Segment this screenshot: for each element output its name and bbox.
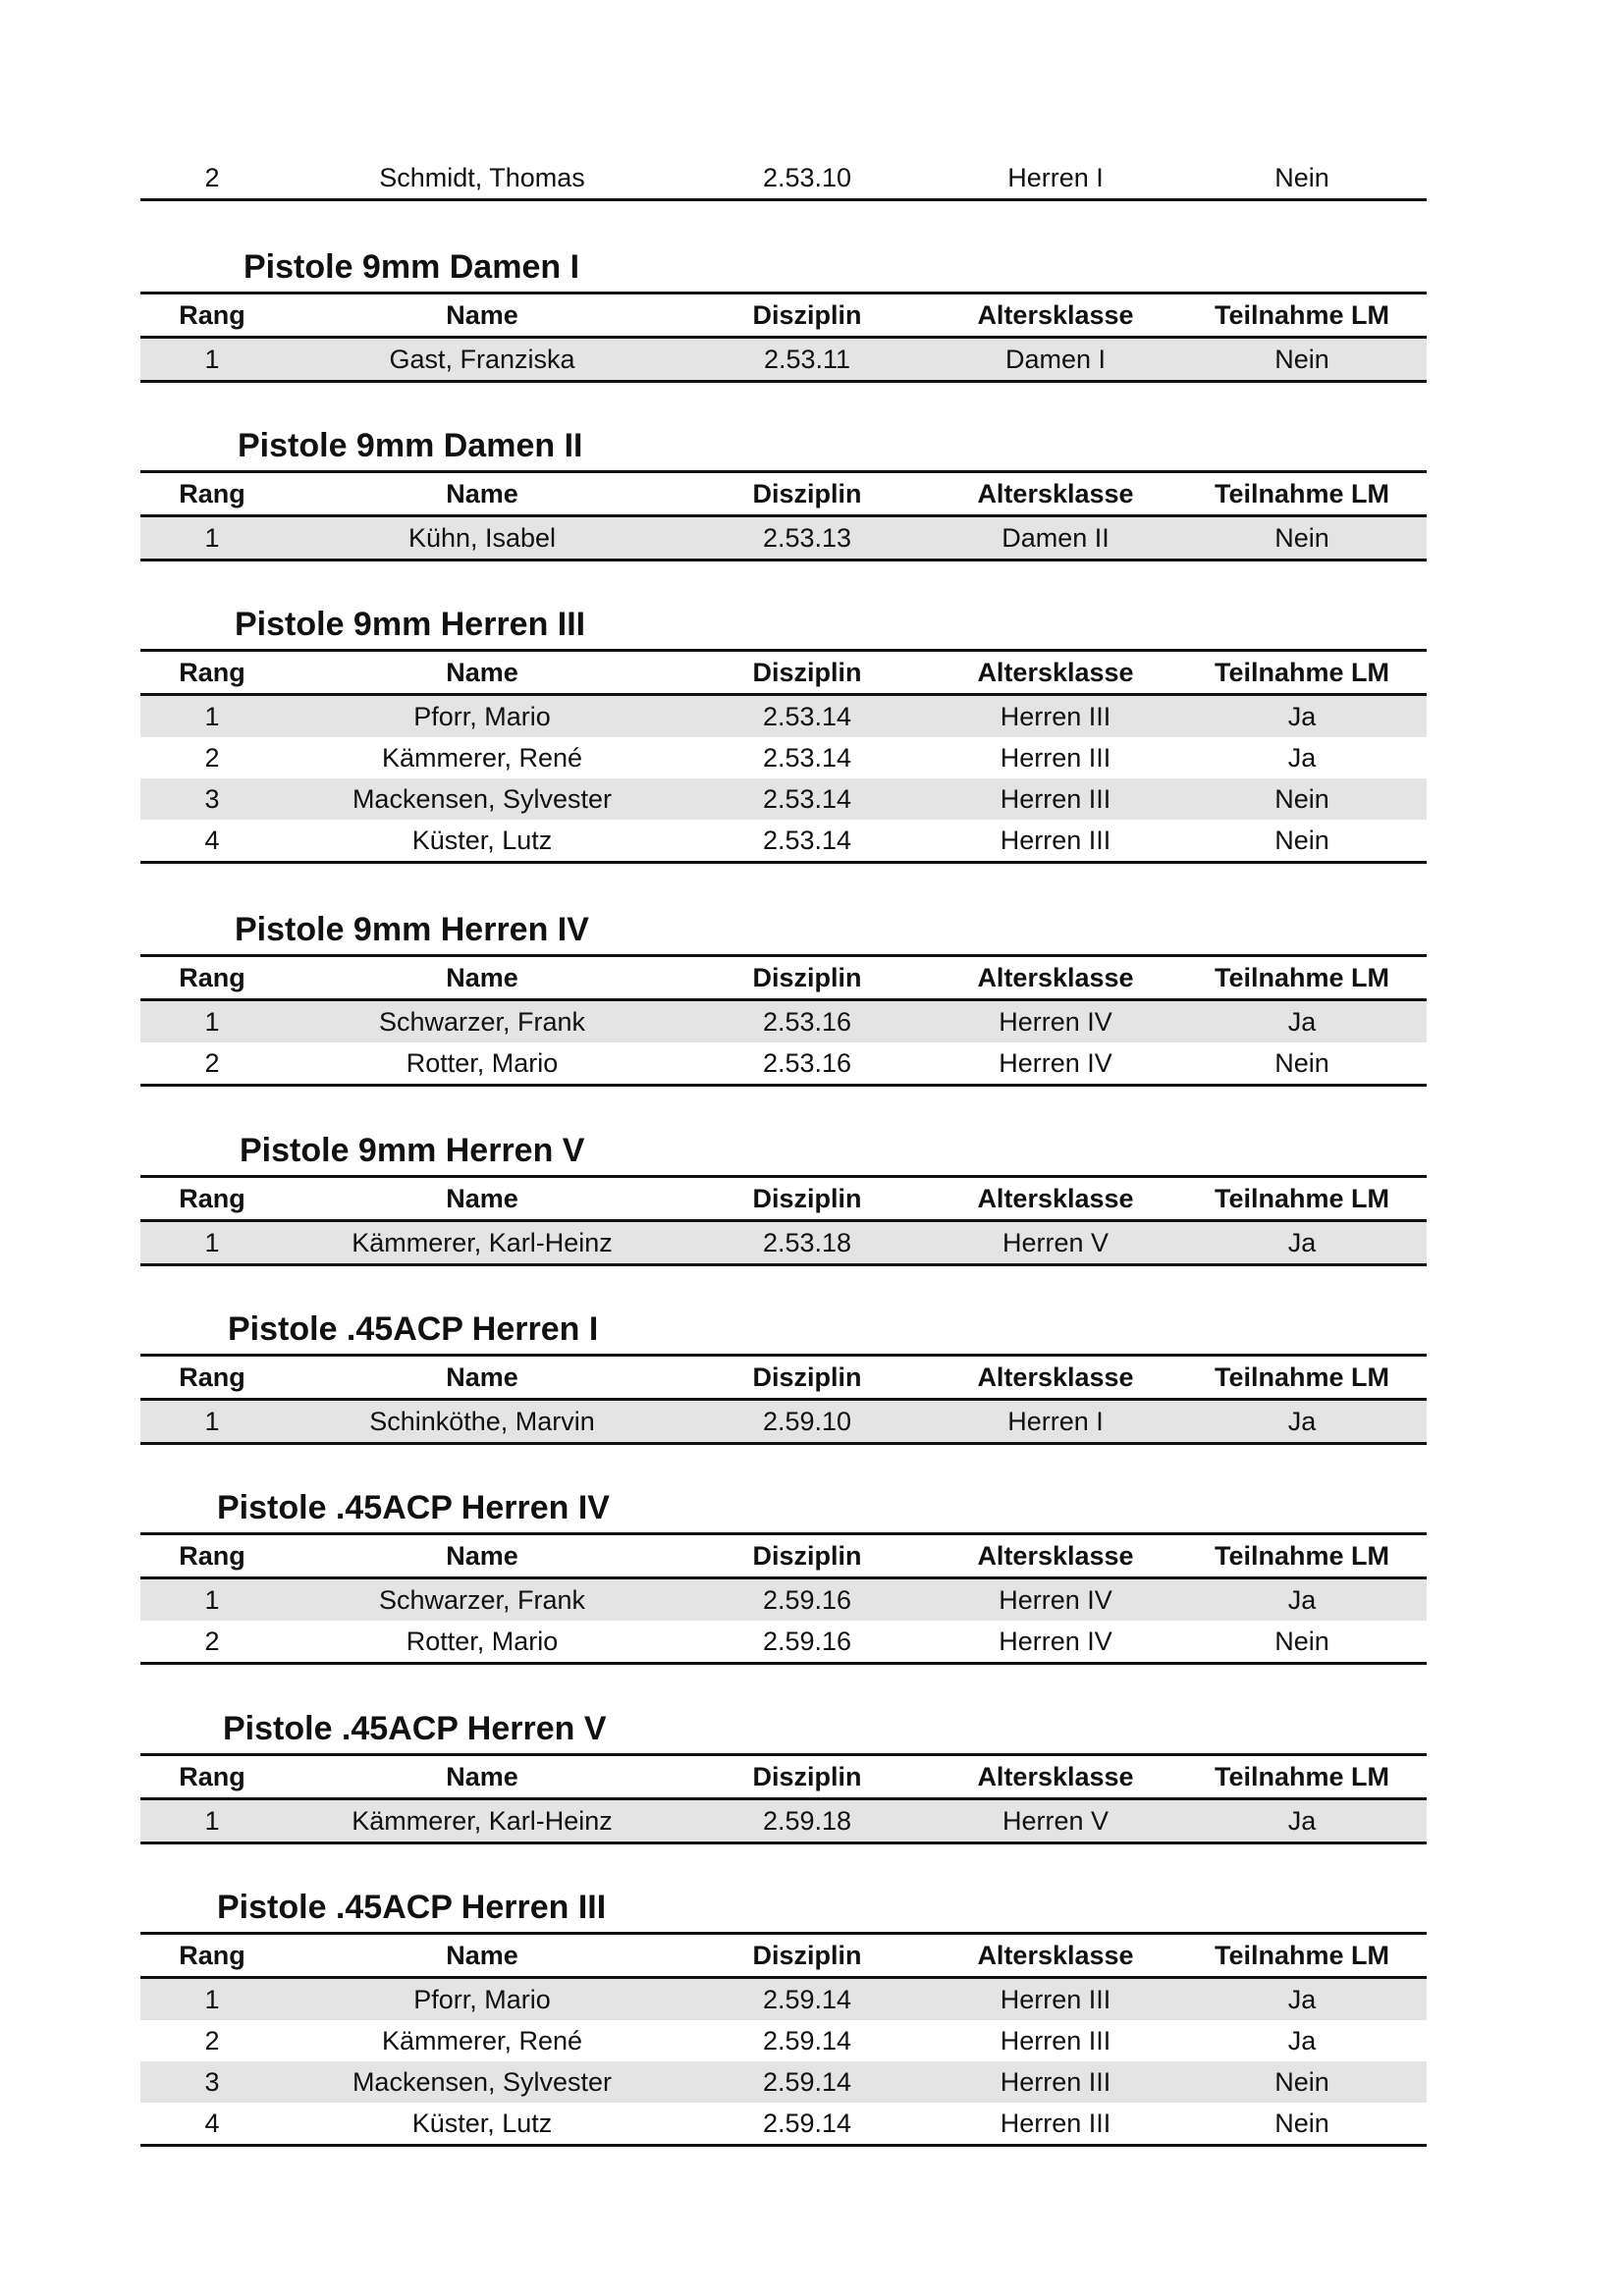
- table-row: [140, 820, 1427, 861]
- column-header-name: Name: [446, 1762, 518, 1791]
- table-row: [140, 696, 1427, 737]
- rang-cell: 1: [204, 1585, 220, 1615]
- rang-cell: 1: [204, 1007, 220, 1037]
- column-header-altersklasse: Altersklasse: [977, 1184, 1134, 1213]
- section-title: Pistole .45ACP Herren I: [228, 1310, 599, 1348]
- name-cell: Mackensen, Sylvester: [352, 784, 613, 814]
- column-header-altersklasse: Altersklasse: [977, 1941, 1134, 1970]
- rang-cell: 2: [204, 1627, 220, 1656]
- altersklasse-cell: Herren V: [1001, 1228, 1110, 1257]
- altersklasse-cell: Herren I: [1007, 1407, 1104, 1436]
- table-row: [140, 1401, 1427, 1442]
- teilnahme-cell: Nein: [1274, 523, 1329, 553]
- column-header-rang: Rang: [179, 479, 245, 508]
- altersklasse-cell: Herren IV: [999, 1585, 1112, 1615]
- teilnahme-cell: Ja: [1287, 1985, 1317, 2014]
- results-table: [140, 292, 1427, 383]
- teilnahme-cell: Nein: [1274, 345, 1329, 374]
- name-cell: Kämmerer, Karl-Heinz: [352, 1228, 613, 1257]
- altersklasse-cell: Damen II: [1001, 523, 1110, 553]
- results-table: [140, 470, 1427, 561]
- results-table: [140, 1175, 1427, 1266]
- column-header-disziplin: Disziplin: [752, 963, 862, 992]
- column-header-rang: Rang: [179, 1762, 245, 1791]
- column-header-name: Name: [446, 1362, 518, 1392]
- column-header-disziplin: Disziplin: [752, 300, 862, 330]
- disziplin-cell: 2.59.14: [762, 2109, 852, 2138]
- results-table: [140, 649, 1427, 864]
- table-body: [140, 696, 1427, 861]
- name-cell: Kämmerer, Karl-Heinz: [352, 1806, 613, 1836]
- altersklasse-cell: Herren III: [1000, 743, 1111, 773]
- column-header-teilnahme: Teilnahme LM: [1214, 658, 1390, 687]
- column-header-altersklasse: Altersklasse: [977, 479, 1134, 508]
- table-row: [140, 1621, 1427, 1662]
- column-header-disziplin: Disziplin: [752, 1762, 862, 1791]
- disziplin-cell: 2.53.18: [762, 1228, 852, 1257]
- teilnahme-cell: Ja: [1287, 743, 1317, 773]
- table-row: [140, 517, 1427, 559]
- column-header-name: Name: [446, 300, 518, 330]
- disziplin-cell: 2.53.16: [762, 1007, 852, 1037]
- disziplin-cell: 2.59.10: [762, 1407, 852, 1436]
- altersklasse-cell: Herren IV: [999, 1627, 1112, 1656]
- name-cell: Kämmerer, René: [381, 743, 583, 773]
- teilnahme-cell: Ja: [1287, 1585, 1317, 1615]
- column-header-name: Name: [446, 963, 518, 992]
- column-header-altersklasse: Altersklasse: [977, 300, 1134, 330]
- teilnahme-cell: Nein: [1274, 163, 1329, 192]
- teilnahme-cell: Nein: [1274, 2109, 1329, 2138]
- table-body: [140, 1401, 1427, 1442]
- table-row: [140, 1979, 1427, 2020]
- name-cell: Schwarzer, Frank: [378, 1007, 586, 1037]
- rang-cell: 1: [204, 702, 220, 731]
- table-body: [140, 1800, 1427, 1842]
- teilnahme-cell: Nein: [1274, 784, 1329, 814]
- table-row: [140, 2103, 1427, 2144]
- disziplin-cell: 2.59.16: [762, 1627, 852, 1656]
- name-cell: Kühn, Isabel: [407, 523, 557, 553]
- section-title: Pistole .45ACP Herren III: [217, 1889, 607, 1926]
- section-title: Pistole 9mm Herren III: [235, 606, 586, 643]
- name-cell: Gast, Franziska: [389, 345, 575, 374]
- disziplin-cell: 2.53.10: [762, 163, 852, 192]
- section-title: Pistole 9mm Herren IV: [235, 911, 589, 948]
- teilnahme-cell: Nein: [1274, 1048, 1329, 1078]
- table-body: [140, 1222, 1427, 1263]
- table-header-row: [140, 1535, 1427, 1579]
- disziplin-cell: 2.53.14: [762, 702, 852, 731]
- rang-cell: 1: [204, 1228, 220, 1257]
- section-title: Pistole 9mm Damen II: [238, 427, 583, 464]
- rang-cell: 4: [204, 2109, 220, 2138]
- column-header-rang: Rang: [179, 1362, 245, 1392]
- table-row: [140, 1042, 1427, 1084]
- rang-cell: 4: [204, 826, 220, 855]
- disziplin-cell: 2.59.14: [762, 1985, 852, 2014]
- altersklasse-cell: Herren III: [1000, 702, 1111, 731]
- teilnahme-cell: Ja: [1287, 1007, 1317, 1037]
- column-header-rang: Rang: [179, 300, 245, 330]
- rang-cell: 2: [204, 743, 220, 773]
- table-header-row: [140, 1357, 1427, 1401]
- table-header-row: [140, 652, 1427, 696]
- table-header-row: [140, 1756, 1427, 1800]
- name-cell: Pforr, Mario: [413, 702, 551, 731]
- table-row: [140, 1579, 1427, 1621]
- rang-cell: 3: [204, 2067, 220, 2097]
- column-header-disziplin: Disziplin: [752, 1941, 862, 1970]
- column-header-name: Name: [446, 1541, 518, 1571]
- column-header-disziplin: Disziplin: [752, 658, 862, 687]
- name-cell: Pforr, Mario: [413, 1985, 551, 2014]
- rang-cell: 1: [204, 345, 220, 374]
- name-cell: Mackensen, Sylvester: [352, 2067, 613, 2097]
- table-body: [140, 339, 1427, 380]
- disziplin-cell: 2.53.14: [762, 826, 852, 855]
- rang-cell: 1: [204, 1806, 220, 1836]
- column-header-teilnahme: Teilnahme LM: [1214, 479, 1390, 508]
- altersklasse-cell: Herren III: [1000, 2026, 1111, 2056]
- results-table: [140, 1932, 1427, 2147]
- table-row: [140, 157, 1427, 201]
- teilnahme-cell: Ja: [1287, 1407, 1317, 1436]
- altersklasse-cell: Herren V: [1001, 1806, 1110, 1836]
- disziplin-cell: 2.53.13: [762, 523, 852, 553]
- table-row: [140, 2020, 1427, 2061]
- table-header-row: [140, 473, 1427, 517]
- name-cell: Küster, Lutz: [411, 2109, 553, 2138]
- rang-cell: 2: [204, 163, 220, 192]
- rang-cell: 2: [204, 1048, 220, 1078]
- table-body: [140, 1979, 1427, 2144]
- rang-cell: 1: [204, 523, 220, 553]
- table-header-row: [140, 1935, 1427, 1979]
- column-header-teilnahme: Teilnahme LM: [1214, 1362, 1390, 1392]
- disziplin-cell: 2.59.16: [762, 1585, 852, 1615]
- column-header-teilnahme: Teilnahme LM: [1214, 1184, 1390, 1213]
- column-header-name: Name: [446, 1184, 518, 1213]
- altersklasse-cell: Herren III: [1000, 2109, 1111, 2138]
- table-row: [140, 737, 1427, 778]
- section-title: Pistole 9mm Herren V: [240, 1132, 585, 1169]
- disziplin-cell: 2.53.16: [762, 1048, 852, 1078]
- rang-cell: 1: [204, 1407, 220, 1436]
- column-header-altersklasse: Altersklasse: [977, 1362, 1134, 1392]
- teilnahme-cell: Ja: [1287, 1806, 1317, 1836]
- column-header-name: Name: [446, 1941, 518, 1970]
- column-header-teilnahme: Teilnahme LM: [1214, 1762, 1390, 1791]
- table-row: [140, 1001, 1427, 1042]
- results-table: [140, 1753, 1427, 1844]
- name-cell: Rotter, Mario: [406, 1048, 559, 1078]
- teilnahme-cell: Ja: [1287, 702, 1317, 731]
- table-row: [140, 2061, 1427, 2103]
- table-row: [140, 339, 1427, 380]
- column-header-altersklasse: Altersklasse: [977, 963, 1134, 992]
- disziplin-cell: 2.53.11: [763, 345, 851, 374]
- column-header-altersklasse: Altersklasse: [977, 1762, 1134, 1791]
- name-cell: Rotter, Mario: [406, 1627, 559, 1656]
- table-body: [140, 517, 1427, 559]
- column-header-disziplin: Disziplin: [752, 1362, 862, 1392]
- altersklasse-cell: Herren III: [1000, 784, 1111, 814]
- altersklasse-cell: Herren III: [1000, 2067, 1111, 2097]
- column-header-rang: Rang: [179, 1184, 245, 1213]
- teilnahme-cell: Ja: [1287, 1228, 1317, 1257]
- section-title: Pistole .45ACP Herren IV: [217, 1489, 610, 1526]
- results-table: [140, 954, 1427, 1087]
- altersklasse-cell: Damen I: [1004, 345, 1107, 374]
- column-header-teilnahme: Teilnahme LM: [1214, 300, 1390, 330]
- altersklasse-cell: Herren I: [1007, 163, 1104, 192]
- column-header-altersklasse: Altersklasse: [977, 1541, 1134, 1571]
- column-header-rang: Rang: [179, 963, 245, 992]
- name-cell: Schinköthe, Marvin: [369, 1407, 595, 1436]
- column-header-teilnahme: Teilnahme LM: [1214, 1941, 1390, 1970]
- table-body: [140, 1001, 1427, 1084]
- column-header-teilnahme: Teilnahme LM: [1214, 963, 1390, 992]
- column-header-rang: Rang: [179, 658, 245, 687]
- results-table: [140, 1354, 1427, 1445]
- teilnahme-cell: Nein: [1274, 826, 1329, 855]
- altersklasse-cell: Herren III: [1000, 826, 1111, 855]
- name-cell: Kämmerer, René: [381, 2026, 583, 2056]
- disziplin-cell: 2.59.14: [762, 2067, 852, 2097]
- name-cell: Küster, Lutz: [411, 826, 553, 855]
- teilnahme-cell: Nein: [1274, 2067, 1329, 2097]
- section-title: Pistole 9mm Damen I: [244, 248, 580, 286]
- column-header-name: Name: [446, 479, 518, 508]
- table-row: [140, 1222, 1427, 1263]
- table-header-row: [140, 294, 1427, 339]
- table-header-row: [140, 957, 1427, 1001]
- column-header-disziplin: Disziplin: [752, 1541, 862, 1571]
- column-header-name: Name: [446, 658, 518, 687]
- disziplin-cell: 2.53.14: [762, 743, 852, 773]
- table-header-row: [140, 1178, 1427, 1222]
- column-header-disziplin: Disziplin: [752, 479, 862, 508]
- teilnahme-cell: Ja: [1287, 2026, 1317, 2056]
- table-body: [140, 1579, 1427, 1662]
- disziplin-cell: 2.59.14: [762, 2026, 852, 2056]
- rang-cell: 2: [204, 2026, 220, 2056]
- results-table: [140, 1532, 1427, 1665]
- disziplin-cell: 2.59.18: [762, 1806, 852, 1836]
- altersklasse-cell: Herren IV: [999, 1048, 1112, 1078]
- altersklasse-cell: Herren IV: [999, 1007, 1112, 1037]
- rang-cell: 3: [204, 784, 220, 814]
- teilnahme-cell: Nein: [1274, 1627, 1329, 1656]
- altersklasse-cell: Herren III: [1000, 1985, 1111, 2014]
- table-row: [140, 1800, 1427, 1842]
- name-cell: Schwarzer, Frank: [378, 1585, 586, 1615]
- column-header-teilnahme: Teilnahme LM: [1214, 1541, 1390, 1571]
- rang-cell: 1: [204, 1985, 220, 2014]
- column-header-disziplin: Disziplin: [752, 1184, 862, 1213]
- table-row: [140, 778, 1427, 820]
- column-header-rang: Rang: [179, 1941, 245, 1970]
- name-cell: Schmidt, Thomas: [379, 163, 585, 192]
- section-title: Pistole .45ACP Herren V: [223, 1710, 607, 1747]
- column-header-rang: Rang: [179, 1541, 245, 1571]
- column-header-altersklasse: Altersklasse: [977, 658, 1134, 687]
- disziplin-cell: 2.53.14: [762, 784, 852, 814]
